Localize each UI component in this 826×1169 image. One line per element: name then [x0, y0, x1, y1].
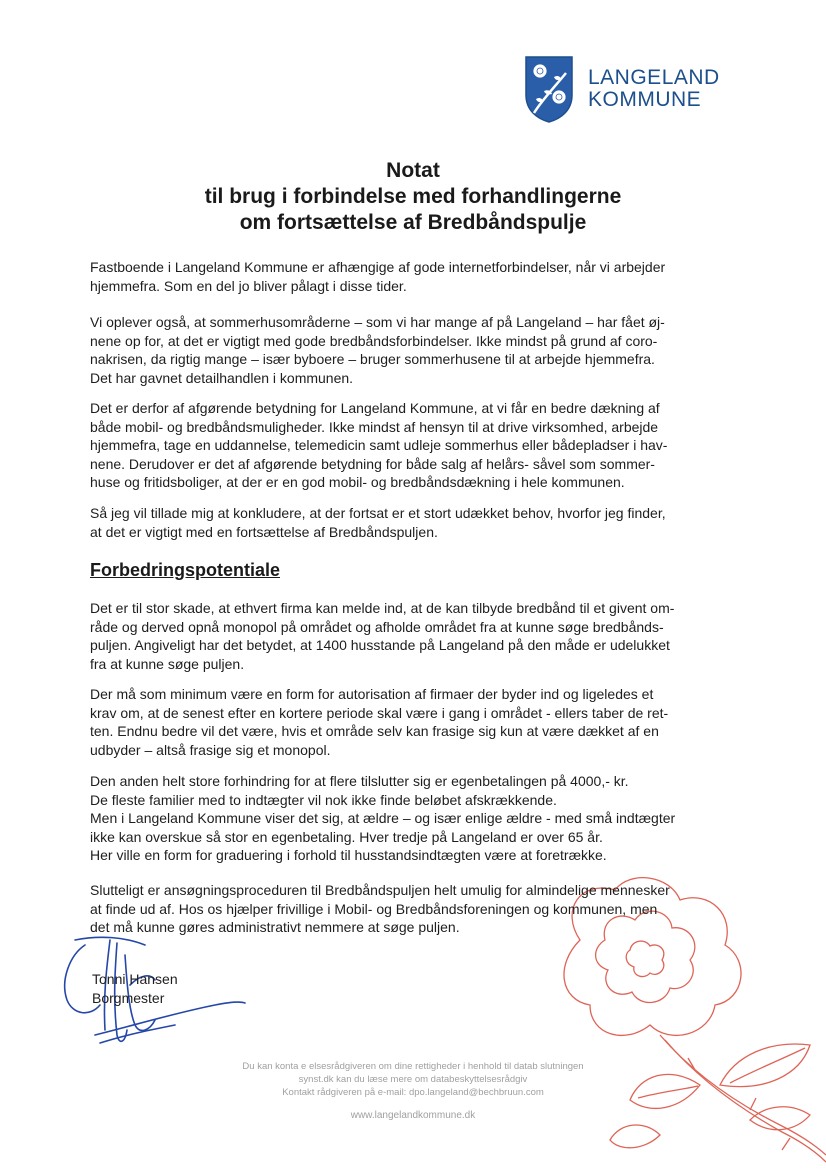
text-line: krav om, at de senest efter en kortere periode skal være i gang i området - ellers taber de ret- [90, 704, 669, 721]
title-line-3: om fortsættelse af Bredbåndspulje [239, 211, 587, 234]
text-line: Men i Langeland Kommune viser det sig, at ældre – og især enlige ældre - med små indtægter [90, 810, 676, 827]
document-title [0, 158, 826, 236]
text-line: fra at kunne søge puljen. [90, 655, 245, 672]
text-line: hjemmefra, tage en uddannelse, telemedicin samt udleje sommerhus eller bådepladser i hav- [90, 437, 668, 454]
text-line: nene. Derudover er det af afgørende betydning for både salg af helårs- såvel som sommer- [90, 455, 655, 472]
text-line: Det har gavnet detailhandlen i kommunen. [90, 369, 354, 386]
text-line: Det er til stor skade, at ethvert firma kan melde ind, at de kan tilbyde bredbånd til et givent om- [90, 600, 675, 616]
footer-website-link[interactable]: www.langelandkommune.dk [350, 1110, 476, 1121]
signatory [92, 970, 178, 1008]
text-line: Så jeg vil tillade mig at konkludere, at der fortsat er et stort udækket behov, hvorfor jeg finder, [90, 505, 666, 521]
paragraph [90, 685, 740, 759]
text-line: hjemmefra. Som en del jo bliver pålagt i disse tider. [90, 277, 407, 294]
signatory-name: Tonni Hansen [92, 971, 178, 987]
text-line: Den anden helt store forhindring for at flere tilslutter sig er egenbetalingen på 4000,- kr. [90, 773, 629, 789]
text-line: nene op for, at det er vigtigt med gode bredbåndsforbindelser. Ikke mindst på grund af coro- [90, 332, 658, 349]
paragraph [90, 399, 740, 492]
paragraph [90, 313, 740, 387]
text-line: puljen. Angiveligt har det betydet, at 1400 husstande på Langeland på den måde er udelukket [90, 637, 670, 654]
paragraph [90, 599, 740, 673]
text-line: råde og derved opnå monopol på området og afholde området fra at kunne søge bredbånds- [90, 618, 664, 635]
text-line: både mobil- og bredbåndsmuligheder. Ikke mindst af hensyn til at drive virksomhed, arbejde [90, 418, 659, 435]
paragraph [90, 258, 740, 295]
logo-line-1: LANGELAND [588, 66, 720, 89]
municipality-logo [524, 55, 720, 123]
title-line-2: til brug i forbindelse med forhandlingerne [204, 185, 622, 208]
text-line: huse og fritidsboliger, at der er en god mobil- og bredbåndsdækning i hele kommunen. [90, 474, 625, 491]
text-line: det må kunne gøres administrativt nemmere at søge puljen. [90, 919, 460, 936]
title-line-1: Notat [386, 159, 440, 182]
text-line: ten. Endnu bedre vil det være, hvis et område selv kan frasige sig kun at være dækket af en [90, 723, 659, 740]
signatory-role: Borgmester [92, 990, 165, 1006]
text-line: udbyder – altså frasige sig et monopol. [90, 741, 331, 758]
text-line: Her ville en form for graduering i forhold til husstandsindtægten være at foretrække. [90, 847, 607, 864]
municipality-name [588, 67, 720, 111]
text-line: nakrisen, da rigtig mange – især byboere – bruger sommerhusene til at arbejde hjemmefra. [90, 351, 655, 368]
text-line: ikke kan overskue så stor en egenbetaling. Hver tredje på Langeland er over 65 år. [90, 828, 603, 845]
section-heading: Forbedringspotentiale [90, 560, 281, 580]
footer-line: synst.dk kan du læse mere om databeskyttelsesrådgiv [298, 1074, 528, 1085]
text-line: Vi oplever også, at sommerhusområderne – som vi har mange af på Langeland – har fået øj- [90, 314, 665, 330]
footer-privacy-notice [0, 1060, 826, 1099]
footer-line: Kontakt rådgiveren på e-mail: dpo.langeland@bechbruun.com [282, 1087, 544, 1098]
paragraph [90, 772, 740, 865]
paragraph [90, 504, 740, 541]
coat-of-arms-icon [524, 55, 574, 123]
text-line: Det er derfor af afgørende betydning for Langeland Kommune, at vi får en bedre dækning af [90, 400, 660, 416]
text-line: Slutteligt er ansøgningsproceduren til Bredbåndspuljen helt umulig for almindelige mennesker [90, 882, 670, 898]
text-line: De fleste familier med to indtægter vil nok ikke finde beløbet afskrækkende. [90, 791, 557, 808]
text-line: at det er vigtigt med en fortsættelse af Bredbåndspuljen. [90, 523, 438, 540]
text-line: Fastboende i Langeland Kommune er afhængige af gode internetforbindelser, når vi arbejder [90, 259, 666, 275]
text-line: Der må som minimum være en form for autorisation af firmaer der byder ind og ligeledes et [90, 686, 654, 702]
logo-line-2: KOMMUNE [588, 88, 702, 111]
footer-line: Du kan konta e elsesrådgiveren om dine rettigheder i henhold til datab slutningen [242, 1061, 584, 1072]
text-line: at finde ud af. Hos os hjælper frivillige i Mobil- og Bredbåndsforeningen og kommunen, men [90, 900, 658, 917]
